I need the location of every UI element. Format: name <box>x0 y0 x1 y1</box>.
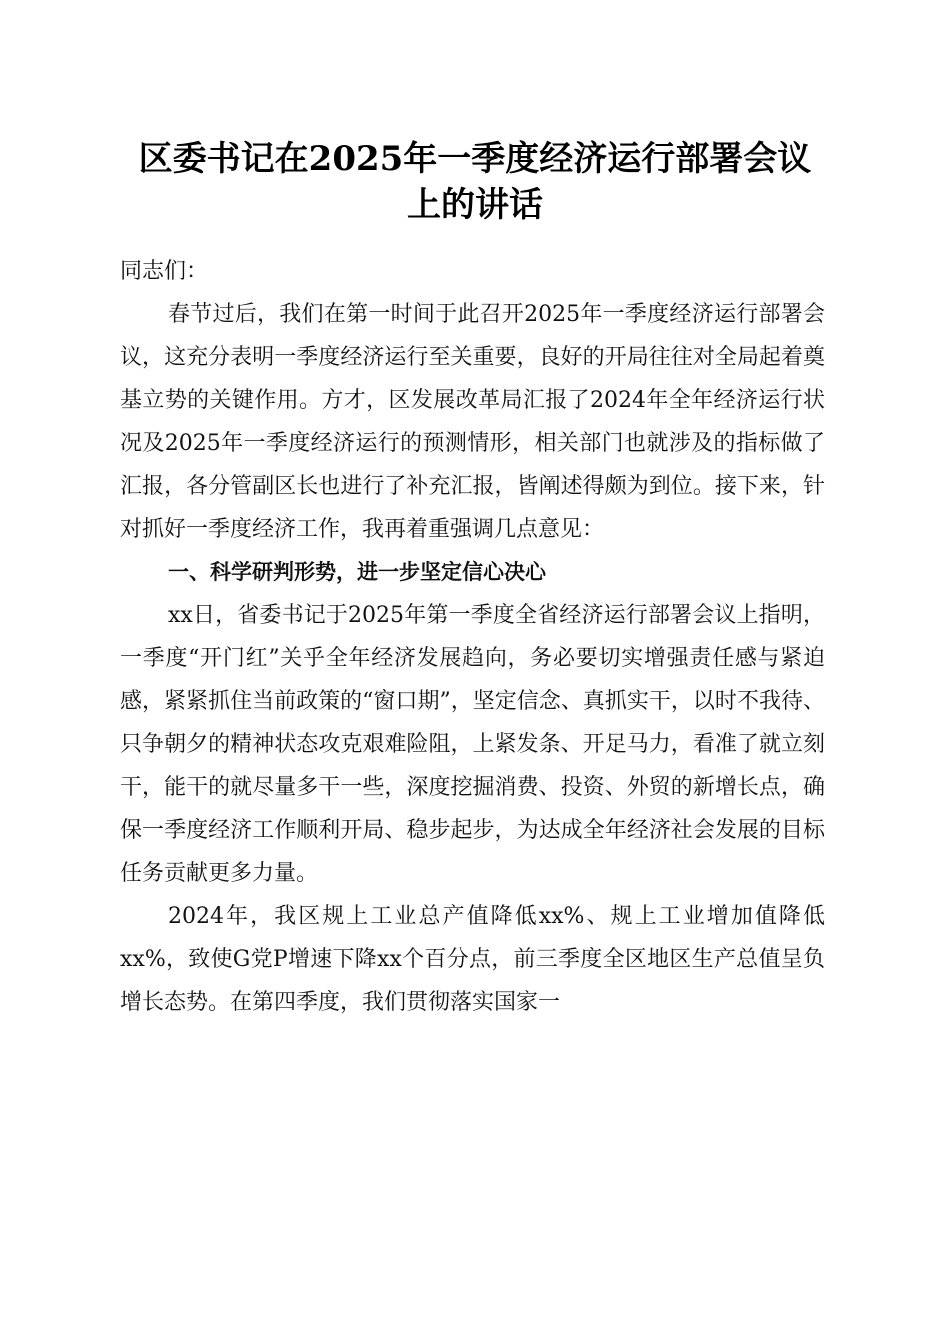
paragraph-provincial-guidance: xx日，省委书记于2025年第一季度全省经济运行部署会议上指明，一季度“开门红”关乎全年经济发展趋向，务必要切实增强责任感与紧迫感，紧紧抓住当前政策的“窗口期”，坚定信念、真抓实干，以时不我待、只争朝夕的精神状态攻克艰难险阻，上紧发条、开足马力，看准了就立刻干，能干的就尽量多干一些，深度挖掘消费、投资、外贸的新增长点，确保一季度经济工作顺利开局、稳步起步，为达成全年经济社会发展的目标任务贡献更多力量。 <box>120 603 825 886</box>
document-title <box>100 136 850 228</box>
title-line-2: 上的讲话 <box>407 185 543 225</box>
section-heading-1: 一、科学研判形势，进一步坚定信心决心 <box>168 560 546 584</box>
document-body <box>120 250 825 1024</box>
paragraph-intro: 春节过后，我们在第一时间于此召开2025年一季度经济运行部署会议，这充分表明一季度经济运行至关重要，良好的开局往往对全局起着奠基立势的关键作用。方才，区发展改革局汇报了2024年全年经济运行状况及2025年一季度经济运行的预测情形，相关部门也就涉及的指标做了汇报，各分管副区长也进行了补充汇报，皆阐述得颇为到位。接下来，针对抓好一季度经济工作，我再着重强调几点意见： <box>120 302 825 542</box>
title-line-1: 区委书记在2025年一季度经济运行部署会议 <box>138 139 812 179</box>
paragraph-2024-review: 2024年，我区规上工业总产值降低xx%、规上工业增加值降低xx%，致使G党P增速下降xx个百分点，前三季度全区地区生产总值呈负增长态势。在第四季度，我们贯彻落实国家一 <box>120 904 825 1015</box>
salutation: 同志们： <box>120 259 209 284</box>
